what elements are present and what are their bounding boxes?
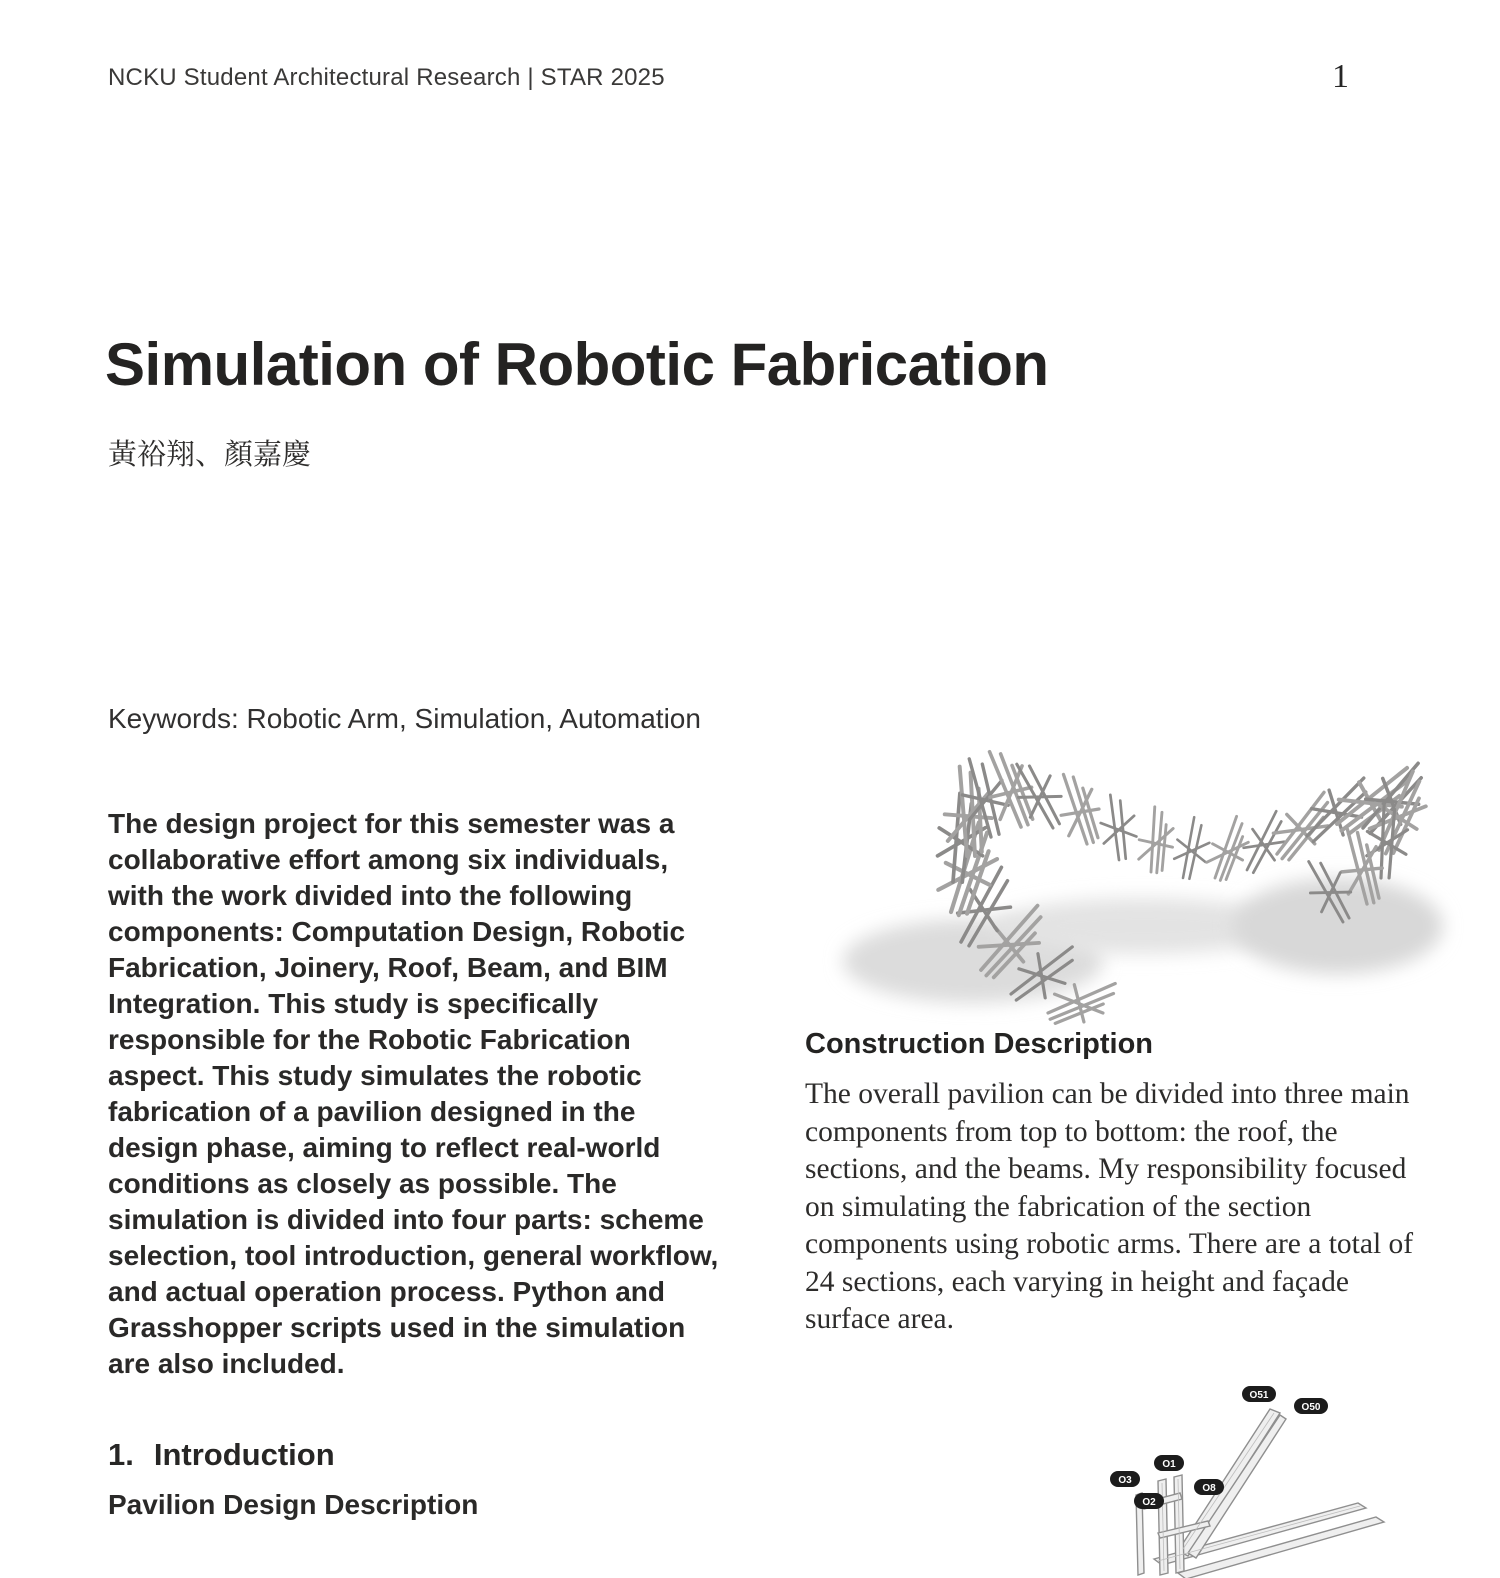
svg-text:O1: O1 [1162, 1459, 1176, 1470]
pavilion-render-figure [793, 731, 1441, 1033]
construction-description-paragraph: The overall pavilion can be divided into three main components from top to bottom: the roof, the sections, and the beams. My responsibility focused on simulating the fabrication of the section components using robotic arms. There are a total of 24 sections, each varying in height and façade surface area. [805, 1078, 1414, 1335]
svg-text:O50: O50 [1301, 1402, 1321, 1413]
pavilion-render-image [793, 731, 1441, 1033]
part-label-o50 [1294, 1398, 1328, 1414]
construction-description-heading: Construction Description [805, 1028, 1154, 1060]
section-number: 1. [108, 1437, 134, 1472]
part-label-o3 [1110, 1471, 1140, 1487]
running-head: NCKU Student Architectural Research | STAR 2025 [108, 64, 665, 91]
section-diagram-image [1058, 1383, 1390, 1573]
section-diagram-figure [1058, 1383, 1390, 1573]
part-label-o51 [1242, 1386, 1276, 1402]
svg-text:O51: O51 [1249, 1390, 1269, 1401]
part-label-o8 [1194, 1479, 1224, 1495]
svg-text:O3: O3 [1118, 1475, 1132, 1486]
page-number: 1 [1332, 58, 1349, 95]
part-label-o1 [1154, 1455, 1184, 1471]
article-authors: 黃裕翔、顏嘉慶 [108, 439, 312, 471]
svg-text:O2: O2 [1142, 1497, 1156, 1508]
clipped-subsection-heading: Pavilion Design Description [108, 1489, 479, 1520]
part-label-o2 [1134, 1493, 1164, 1509]
keywords-line: Keywords: Robotic Arm, Simulation, Automation [108, 703, 701, 734]
article-title: Simulation of Robotic Fabrication [105, 331, 1049, 398]
section-label: Introduction [153, 1437, 335, 1472]
section-heading-introduction [108, 1437, 335, 1473]
abstract-paragraph: The design project for this semester was a collaborative effort among six individuals, with the work divided into the following components: Computation Design, Robotic Fabrication, Joinery, Roof, Beam, and BIM Integration. This study is specifically responsible for the Robotic Fabrication aspect. This study simulates the robotic fabrication of a pavilion designed in the design phase, aiming to reflect real-world conditions as closely as possible. The simulation is divided into four parts: scheme selection, tool introduction, general workflow, and actual operation process. Python and Grasshopper scripts used in the simulation are also included. [108, 808, 719, 1379]
diagram-part-labels [1110, 1386, 1328, 1509]
svg-text:O8: O8 [1202, 1483, 1216, 1494]
